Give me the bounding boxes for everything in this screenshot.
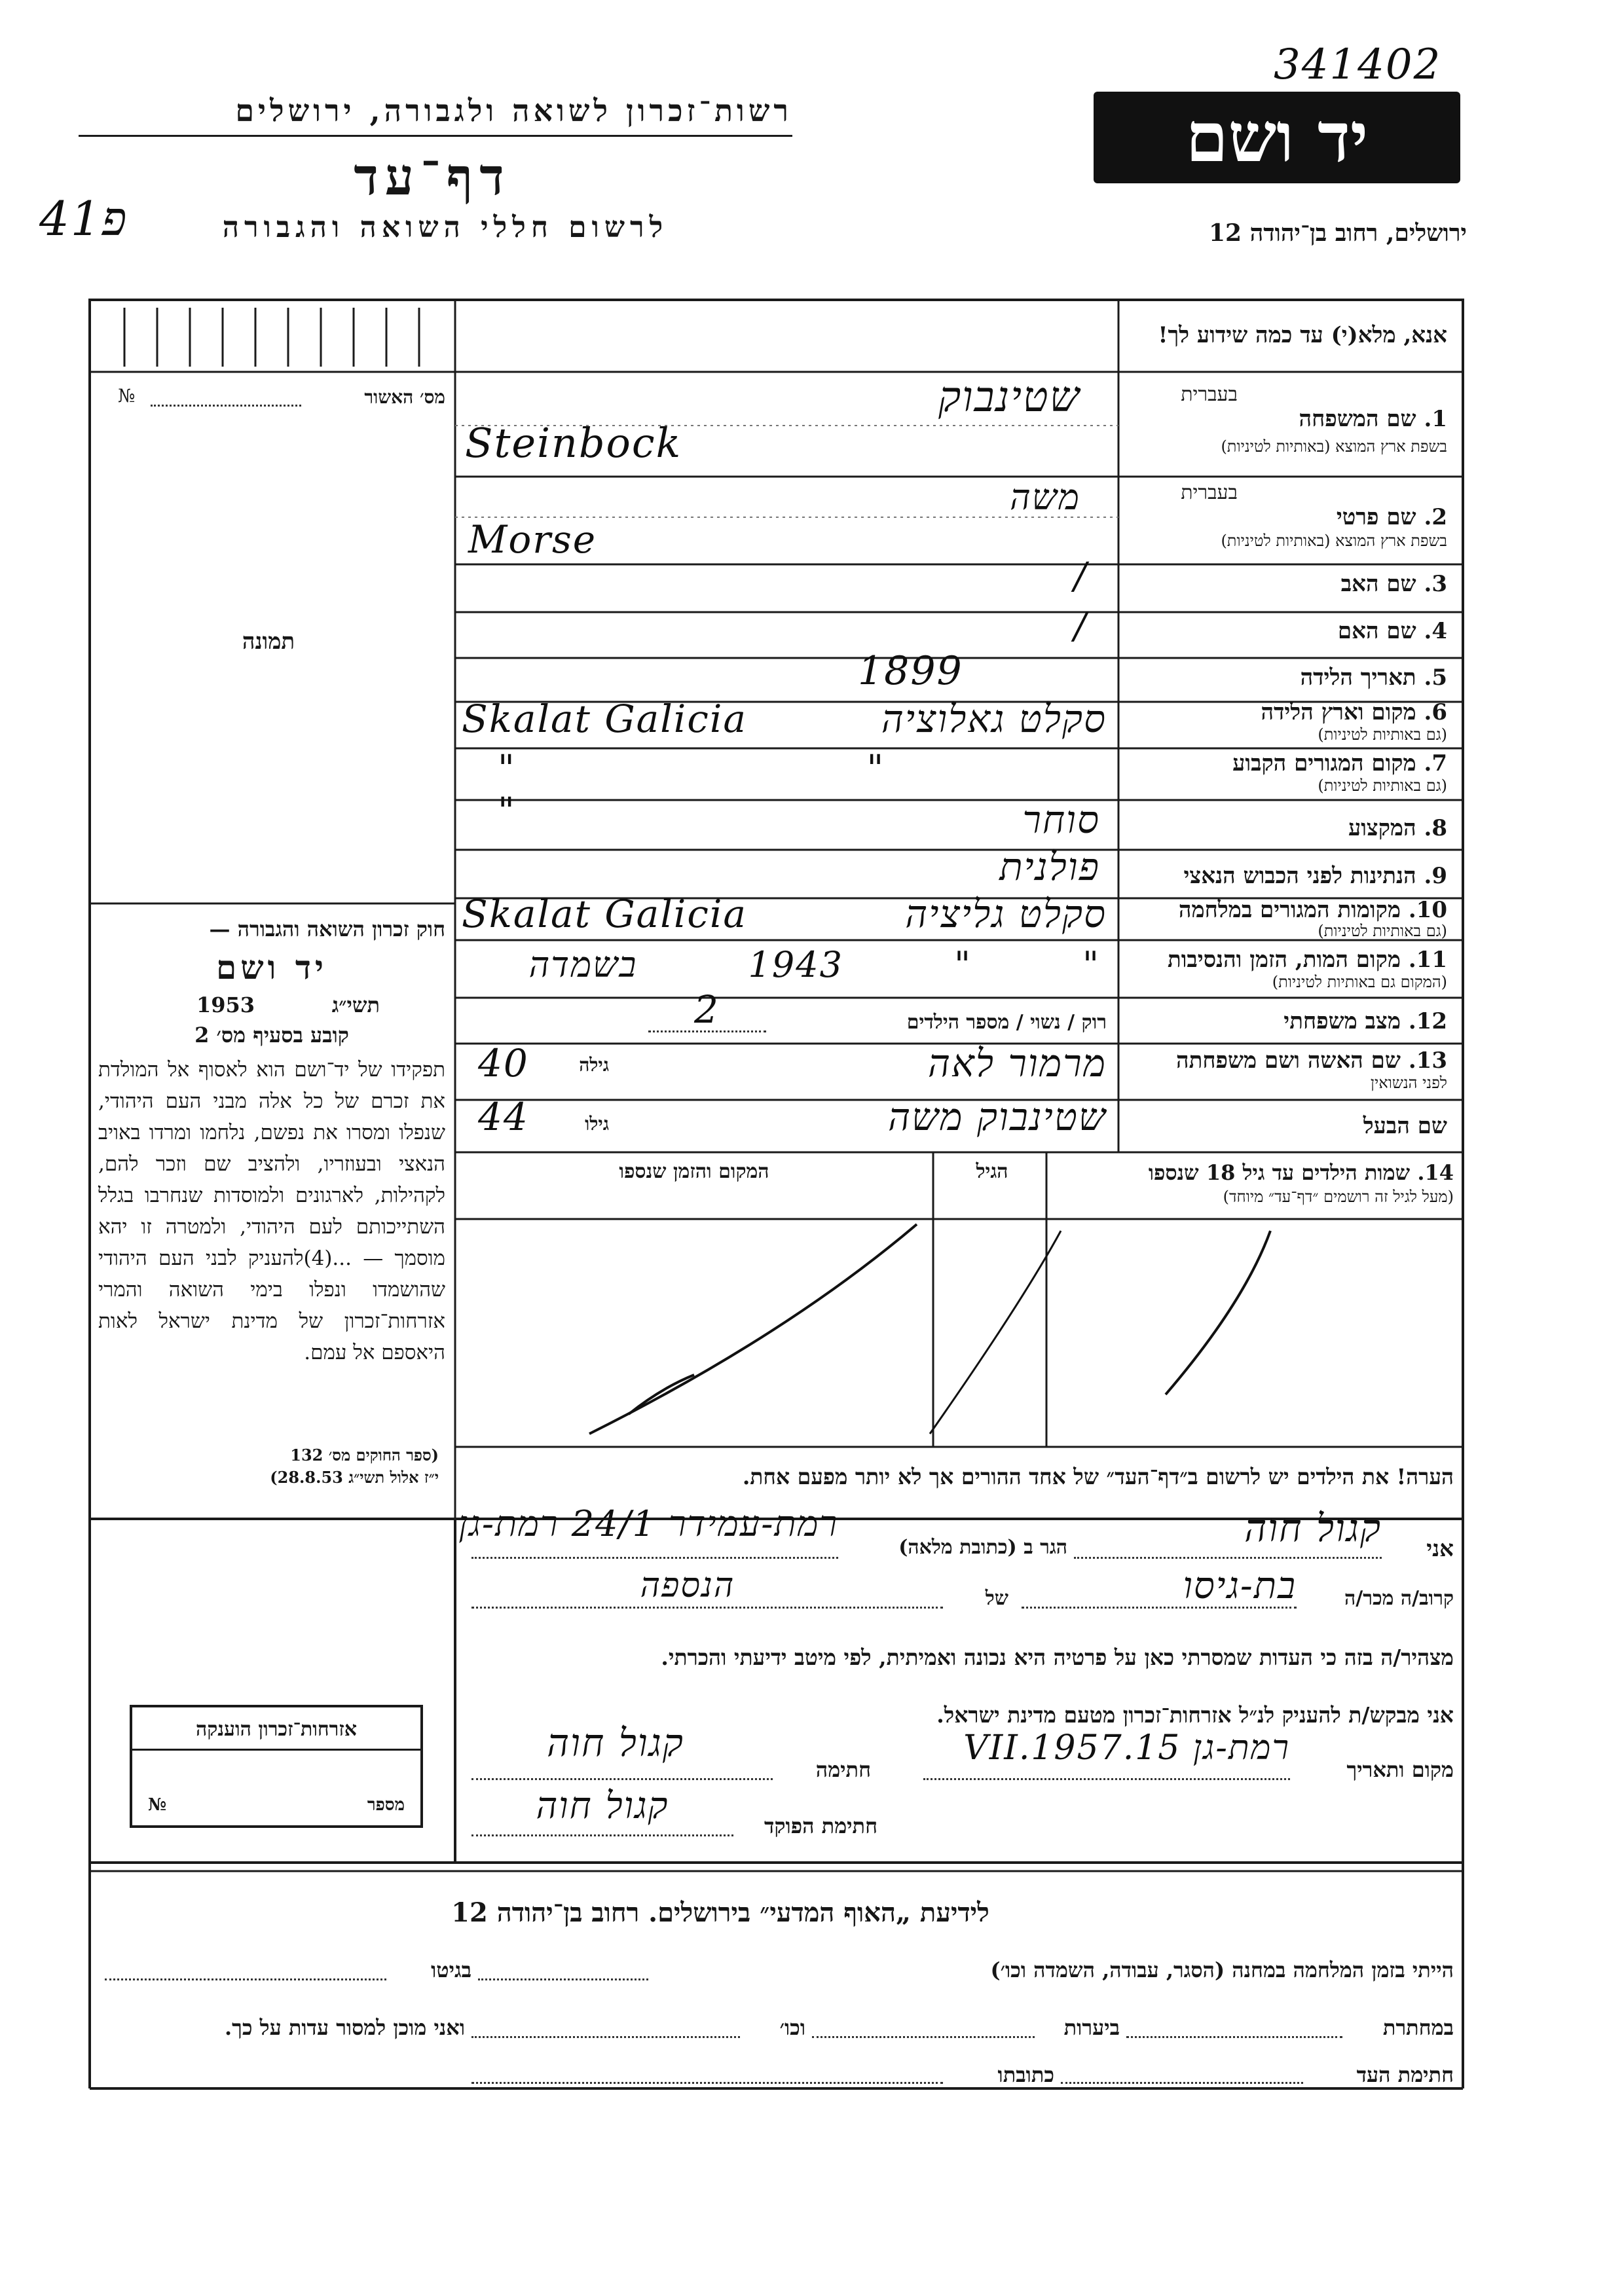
field-6-value[interactable]: סקלט גאלוציה — [881, 697, 1107, 741]
law-text: תפקידו של יד־ושם הוא לאסוף אל המולדת את זכרם של כל אלה מבני העם היהודי, שנפלו ומסרו את נפשם, נלחמו ומרדו באויב הנאצי ובעוזריו, ולהציב שם וזכר להם, לקהילות, לארגונים ולמוסדות שנחרבו בגלל השתייכותם לעם היהודי, ולמטרה זו יהא מוסמך — ...(4)להעניק לבני העם היהודי שהושמדו ונפלו בימי השואה והמרי אזרחות־זכרון של מדינת ישראל לאות היאספם אל עמם. — [98, 1058, 445, 1364]
notice-line2-dots-a — [1126, 2036, 1342, 2038]
declarant-relation[interactable]: בת-גיסו — [1183, 1565, 1297, 1607]
field-7-label: 7. מקום המגורים הקבוע — [1232, 750, 1447, 776]
field-2-num: 2. — [1424, 504, 1447, 530]
field-13-value[interactable]: מרמור לאה — [928, 1041, 1107, 1085]
notice-title: לידיעת „האוף המדעי״ בירושלים. רחוב בן־יהודה 12 — [451, 1897, 989, 1928]
signature-value[interactable]: קגול חוה — [547, 1721, 684, 1765]
field-7-value[interactable]: " " " — [498, 748, 1054, 833]
declarant-request: אני מבקש/ת להעניק לנ״ל אזרחות־זכרון מטעם מדינת ישראל. — [936, 1702, 1454, 1728]
approval-number-dots — [151, 405, 301, 407]
children-table-label: 14. שמות הילדים עד גיל 18 שנספו — [1148, 1160, 1454, 1185]
field-8-label: 8. המקצוע — [1348, 815, 1447, 841]
field-12-label: 12. מצב משפחתי — [1283, 1008, 1447, 1034]
field-11-value[interactable]: " " 1943 בשמדה — [528, 944, 1100, 985]
field-5-label: 5. תאריך הלידה — [1300, 665, 1447, 691]
law-source-date: י״ז אלול תשי״ג 28.8.53) — [270, 1468, 439, 1487]
notice-line3-b: כתובתו — [997, 2062, 1054, 2087]
field-9-value[interactable]: פולנית — [999, 845, 1100, 889]
officer-label: חתימת הפוקד — [764, 1813, 877, 1838]
instructions: אנא, מלא(י) עד כמה שידוע לך! — [1158, 322, 1447, 348]
law-source: (ספר החוקים מס׳ 132 — [290, 1446, 439, 1465]
field-2-text: שם פרטי — [1336, 504, 1416, 530]
field-5-value[interactable]: 1899 — [858, 648, 963, 694]
notice-line2-dots-c — [471, 2036, 740, 2038]
place-date-value[interactable]: רמת-גן 15.VII.1957 — [963, 1728, 1290, 1768]
declarant-relation-dots — [1022, 1607, 1297, 1609]
declarant-address-dots — [471, 1557, 838, 1559]
field-4-value[interactable]: / — [1074, 605, 1088, 647]
citizenship-number-symbol: № — [148, 1795, 167, 1815]
notice-line2-a: במחתרת — [1382, 2015, 1454, 2040]
notice-line1-dots-b — [105, 1978, 386, 1980]
officer-signature[interactable]: קגול חוה — [536, 1785, 669, 1827]
notice-line2-dots-b — [812, 2036, 1035, 2038]
address: ירושלים, רחוב בן־יהודה 12 — [1208, 219, 1467, 247]
notice-line3-a: חתימת העד — [1356, 2062, 1454, 2087]
field-6-label: 6. מקום וארץ הלידה — [1261, 699, 1447, 725]
remark: הערה! את הילדים יש לרשום ב״דף־העד״ של אחד ההורים אך לא יותר מפעם אחת. — [742, 1464, 1454, 1489]
field-2-hebrew-tag: בעברית — [1181, 481, 1238, 504]
notice-line2-c: וכו׳ — [779, 2015, 805, 2040]
field-1-label — [1139, 406, 1447, 432]
place-date-label: מקום ותאריך — [1346, 1757, 1454, 1782]
notice-line1-end: בגיטו — [431, 1958, 471, 1982]
children-table-age-header: הגיל — [976, 1160, 1008, 1183]
field-1-hebrew-value[interactable]: שטינבוק — [938, 373, 1080, 422]
declarant-address[interactable]: רמת-עמידר 24/1 רמת-גן — [458, 1503, 838, 1544]
field-9-label: 9. הנתינות לפני הכבוש הנאצי — [1183, 863, 1447, 889]
approval-number-label: מס׳ האשור — [364, 386, 445, 408]
notice-line2-d: ואני מוכן למסור עדות על כך. — [224, 2015, 465, 2040]
field-13-label: 13. שם האשה ושם משפחתה — [1176, 1048, 1447, 1074]
field-3-label: 3. שם האב — [1340, 571, 1447, 597]
children-table-sub: (מעל לגיל זה רושמים ״דף־עד״ מיוחד) — [1223, 1188, 1454, 1206]
approval-number-symbol: № — [118, 385, 136, 407]
form-subtitle: לרשום חללי השואה והגבורה — [222, 211, 669, 244]
authority-name: רשות־זכרון לשואה ולגבורה, ירושלים — [235, 93, 792, 128]
field-13-age[interactable]: 40 — [478, 1041, 529, 1085]
field-2-label — [1139, 504, 1447, 530]
law-clause: קובע בסעיף מס׳ 2 — [194, 1023, 349, 1048]
declarant-of-dots — [471, 1607, 943, 1609]
notice-line3-dots-b — [471, 2082, 943, 2084]
notice-line1-dots-a — [478, 1978, 648, 1980]
field-3-value[interactable]: / — [1074, 555, 1088, 598]
field-1-latin-value[interactable]: Steinbock — [465, 419, 682, 467]
signature-dots — [471, 1778, 773, 1780]
law-year: 1953 — [196, 993, 255, 1017]
photo-label: תמונה — [242, 629, 295, 655]
field-2-sub: בשפת ארץ המוצא (באותיות לטיניות) — [1221, 532, 1447, 550]
field-10-label: 10. מקומות המגורים במלחמה — [1178, 897, 1447, 923]
citizenship-box-title: אזרחות־זכרון הוענקה — [132, 1707, 420, 1751]
law-title: חוק זכרון השואה והגבורה — — [209, 917, 445, 941]
place-date-dots — [923, 1778, 1290, 1780]
field-10-sub: (גם באותיות לטיניות) — [1318, 922, 1447, 940]
citizenship-number-label: מספר — [367, 1795, 405, 1815]
form-title: דף־עד — [354, 147, 511, 207]
field-1-num: 1. — [1424, 406, 1447, 432]
field-2-latin-value[interactable]: Morse — [468, 517, 597, 562]
husband-age[interactable]: 44 — [478, 1095, 529, 1139]
margin-note: פ41 — [39, 191, 128, 246]
declarant-name-dots — [1074, 1557, 1382, 1559]
declarant-of-value[interactable]: הנספה — [640, 1566, 735, 1605]
field-12-options: רוק / נשוי / מספר הילדים — [906, 1011, 1107, 1034]
declarant-resides-label: הגר ב (כתובת מלאה) — [898, 1536, 1067, 1559]
field-4-label: 4. שם האם — [1337, 618, 1447, 644]
field-1-text: שם המשפחה — [1299, 406, 1416, 432]
field-10-latin-value[interactable]: Skalat Galicia — [462, 892, 747, 936]
husband-label: שם הבעל — [1363, 1113, 1447, 1139]
field-1-sub: בשפת ארץ המוצא (באותיות לטיניות) — [1221, 437, 1447, 456]
declarant-of-label: של — [985, 1587, 1008, 1610]
declarant-name[interactable]: קגול חוה — [1244, 1506, 1382, 1550]
field-11-label: 11. מקום המות, הזמן והנסיבות — [1167, 947, 1447, 973]
field-8-value[interactable]: סוחר — [1022, 797, 1100, 842]
children-table-place-header: המקום והזמן שנספו — [619, 1160, 769, 1183]
field-1-hebrew-tag: בעברית — [1181, 383, 1238, 406]
field-13-age-label: גילה — [579, 1054, 609, 1076]
husband-age-label: גילו — [585, 1113, 609, 1135]
archive-number: 341402 — [1274, 41, 1442, 89]
notice-line3-dots-a — [1061, 2082, 1303, 2084]
field-11-sub: (המקום גם באותיות לטיניות) — [1272, 973, 1447, 991]
field-6-sub: (גם באותיות לטיניות) — [1318, 725, 1447, 744]
law-name: יד ושם — [216, 948, 327, 987]
field-2-hebrew-value[interactable]: משה — [1010, 477, 1080, 518]
notice-line2-b: ביערות — [1063, 2015, 1120, 2040]
field-7-sub: (גם באותיות לטיניות) — [1318, 776, 1447, 795]
citizenship-box — [130, 1705, 423, 1828]
field-13-sub: לפני הנשואין — [1370, 1074, 1447, 1092]
husband-value[interactable]: שטינבוק משה — [888, 1095, 1107, 1139]
field-10-value[interactable]: סקלט גליציה — [905, 892, 1107, 936]
logo-text: יד ושם — [1185, 97, 1369, 177]
declarant-i-label: אני — [1426, 1536, 1454, 1562]
officer-dots — [471, 1834, 733, 1836]
notice-line1: הייתי בזמן המלחמה במחנה (הסגר, עבודה, השמדה וכו׳) — [990, 1958, 1454, 1982]
signature-label: חתימה — [815, 1757, 871, 1782]
field-6-latin-value[interactable]: Skalat Galicia — [462, 697, 747, 741]
declarant-relation-label: קרוב/ה מכר/ה — [1344, 1587, 1454, 1610]
field-12-children[interactable]: 2 — [694, 987, 720, 1032]
declarant-declare: מצהיר/ה בזה כי העדות שמסרתי כאן על פרטיה היא נכונה ואמיתית, לפי מיטב ידיעתי והכרתי. — [661, 1645, 1454, 1670]
law-year-hebrew: תשי״ג — [331, 993, 380, 1017]
